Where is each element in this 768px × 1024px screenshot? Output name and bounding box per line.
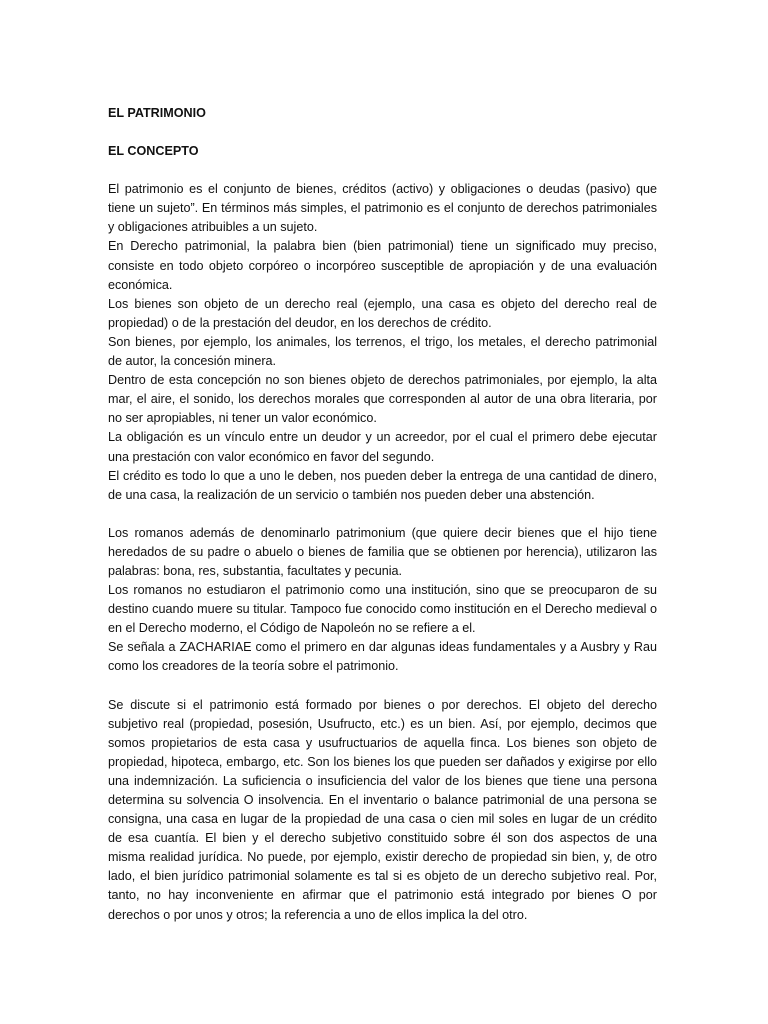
document-body xyxy=(108,104,657,925)
paragraph: En Derecho patrimonial, la palabra bien (bien patrimonial) tiene un significado muy preciso, consiste en todo objeto corpóreo o incorpóreo susceptible de apropiación y de una evaluación económica. xyxy=(108,239,657,292)
section-history xyxy=(108,524,657,677)
paragraph: Son bienes, por ejemplo, los animales, los terrenos, el trigo, los metales, el derecho patrimonial de autor, la concesión minera. xyxy=(108,334,657,369)
paragraph: La obligación es un vínculo entre un deudor y un acreedor, por el cual el primero debe ejecutar una prestación con valor económico en favor del segundo. xyxy=(108,430,657,464)
section-definition xyxy=(108,180,657,505)
section-discussion xyxy=(108,696,657,925)
paragraph: Los romanos además de denominarlo patrimonium (que quiere decir bienes que el hijo tiene heredados de su padre o abuelo o bienes de familia que se obtienen por herencia), utilizaron las palabras: bona, res, substantia, facultates y pecunia. xyxy=(108,525,657,578)
paragraph: Los bienes son objeto de un derecho real (ejemplo, una casa es objeto del derecho real de propiedad) o de la prestación del deudor, en los derechos de crédito. xyxy=(108,296,657,330)
paragraph: Dentro de esta concepción no son bienes objeto de derechos patrimoniales, por ejemplo, la alta mar, el aire, el sonido, los derechos morales que corresponden al autor de una obra literaria, por no ser apropiables, ni tener un valor económico. xyxy=(108,373,657,426)
paragraph: Los romanos no estudiaron el patrimonio como una institución, sino que se preocuparon de su destino cuando muere su titular. Tampoco fue conocido como institución en el Derecho medieval o en el Derecho moderno, el Código de Napoleón no se refiere a el. xyxy=(108,583,657,636)
paragraph: El patrimonio es el conjunto de bienes, créditos (activo) y obligaciones o deudas (pasivo) que tiene un sujeto”. En términos más simples, el patrimonio es el conjunto de derechos patrimoniales y obligaciones atribuibles a un sujeto. xyxy=(108,182,657,235)
section-spacer xyxy=(108,505,657,524)
paragraph: El crédito es todo lo que a uno le deben, nos pueden deber la entrega de una cantidad de dinero, de una casa, la realización de un servicio o también nos pueden deber una abstención. xyxy=(108,468,657,502)
section-spacer xyxy=(108,677,657,696)
paragraph: Se señala a ZACHARIAE como el primero en dar algunas ideas fundamentales y a Ausbry y Rau como los creadores de la teoría sobre el patrimonio. xyxy=(108,640,657,674)
paragraph: Se discute si el patrimonio está formado por bienes o por derechos. El objeto del derecho subjetivo real (propiedad, posesión, Usufructo, etc.) es un bien. Así, por ejemplo, decimos que somos propietarios de esta casa y usufructuarios de aquella finca. Los bienes son objeto de propiedad, hipoteca, embargo, etc. Son los bienes los que pueden ser dañados y exigirse por ello una indemnización. La suficiencia o insuficiencia del valor de los bienes que tiene una persona determina su solvencia O insolvencia. En el inventario o balance patrimonial de una persona se consigna, una casa en lugar de la propiedad de una casa o cien mil soles en lugar de un crédito de esa cuantía. El bien y el derecho subjetivo constituido sobre él son dos aspectos de una misma realidad jurídica. No puede, por ejemplo, existir derecho de propiedad sin bien, y, de otro lado, el bien jurídico patrimonial solamente es tal si es objeto de un derecho subjetivo real. Por, tanto, no hay inconveniente en afirmar que el patrimonio está integrado por bienes O por derechos o por unos y otros; la referencia a uno de ellos implica la del otro. xyxy=(108,697,657,922)
section-heading: EL CONCEPTO xyxy=(108,144,199,159)
document-title: EL PATRIMONIO xyxy=(108,106,206,120)
